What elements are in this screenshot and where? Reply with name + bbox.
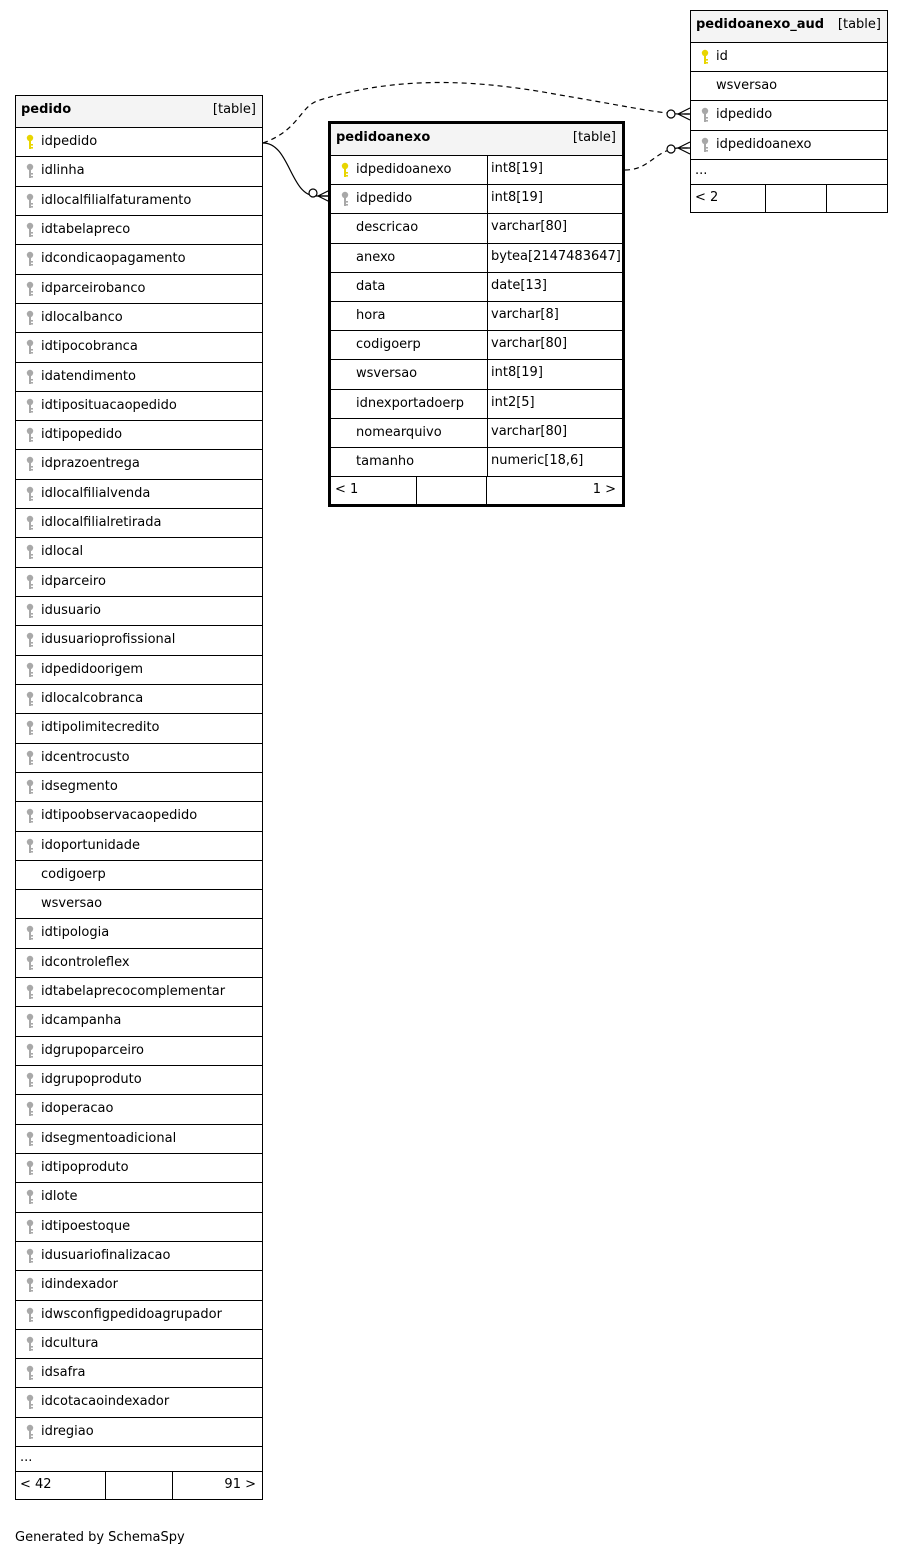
column-row[interactable] [331, 360, 622, 389]
no-key-spacer [25, 867, 35, 883]
column-row[interactable] [16, 1359, 262, 1388]
footer-mid-cell [106, 1472, 173, 1499]
primary-key-icon [25, 134, 35, 150]
column-row[interactable] [16, 480, 262, 509]
generated-by-label: Generated by SchemaSpy [15, 1530, 185, 1545]
foreign-key-icon [25, 222, 35, 238]
column-name: idlocal [41, 544, 84, 560]
foreign-key-icon [25, 1248, 35, 1264]
column-name: idusuariofinalizacao [41, 1247, 171, 1263]
foreign-key-icon [25, 369, 35, 385]
column-name: idusuarioprofissional [41, 632, 176, 648]
no-key-spacer [340, 279, 350, 295]
column-name: nomearquivo [356, 424, 442, 440]
column-name: idpedido [716, 107, 773, 123]
column-row[interactable] [331, 185, 622, 214]
table-footer [331, 477, 622, 504]
column-row[interactable] [16, 1037, 262, 1066]
column-name: idpedido [41, 134, 98, 149]
column-name: idindexador [41, 1277, 118, 1293]
column-row[interactable] [16, 626, 262, 655]
column-name: id [716, 49, 728, 64]
foreign-key-icon [25, 281, 35, 297]
column-name: idparceirobanco [41, 280, 146, 296]
footer-right-cell: 91 > [224, 1477, 256, 1493]
column-name: idpedidoanexo [356, 162, 452, 177]
foreign-key-icon [25, 1072, 35, 1088]
column-row[interactable] [16, 1418, 262, 1447]
column-row[interactable] [16, 568, 262, 597]
column-row[interactable] [16, 1125, 262, 1154]
column-name: idnexportadoerp [356, 395, 464, 411]
footer-mid-cell [417, 477, 487, 504]
column-row[interactable] [331, 156, 622, 185]
edge-pedido-pedidoanexo [263, 143, 330, 196]
column-row[interactable] [16, 157, 262, 186]
foreign-key-icon [25, 984, 35, 1000]
column-name: idpedidoanexo [716, 136, 812, 152]
column-row[interactable] [16, 1388, 262, 1417]
foreign-key-icon [25, 925, 35, 941]
column-name: idcentrocusto [41, 749, 130, 765]
table-pedidoanexo[interactable] [328, 121, 625, 507]
foreign-key-icon [25, 632, 35, 648]
foreign-key-icon [25, 1013, 35, 1029]
primary-key-icon [340, 162, 350, 178]
column-row[interactable] [16, 333, 262, 362]
column-row[interactable] [16, 714, 262, 743]
footer-right-cell [827, 185, 887, 212]
no-key-spacer [340, 366, 350, 382]
edge-anexo-aud [625, 148, 690, 170]
foreign-key-icon [25, 1336, 35, 1352]
table-type: [table] [212, 102, 256, 117]
foreign-key-icon [25, 251, 35, 267]
foreign-key-icon [25, 1424, 35, 1440]
table-type: [table] [572, 130, 616, 145]
no-key-spacer [340, 337, 350, 353]
column-row[interactable] [691, 131, 887, 160]
column-row[interactable] [16, 773, 262, 802]
edge-zero-marker [309, 189, 317, 197]
foreign-key-icon [25, 603, 35, 619]
foreign-key-icon [25, 544, 35, 560]
column-name: idpedido [356, 191, 413, 207]
footer-left-cell: < 2 [691, 185, 766, 212]
column-type: int8[19] [487, 360, 623, 388]
column-name: idgrupoparceiro [41, 1042, 144, 1058]
column-name: hora [356, 307, 386, 323]
column-row[interactable] [16, 1095, 262, 1124]
table-header [691, 11, 887, 43]
column-name: data [356, 278, 386, 294]
foreign-key-icon [700, 137, 710, 153]
column-name: idtabelaprecocomplementar [41, 984, 226, 1000]
foreign-key-icon [25, 486, 35, 502]
foreign-key-icon [25, 515, 35, 531]
column-name: idtipolimitecredito [41, 720, 160, 736]
column-type: date[13] [487, 273, 623, 301]
foreign-key-icon [700, 107, 710, 123]
column-name: descricao [356, 220, 419, 236]
column-row[interactable] [16, 509, 262, 538]
column-name: codigoerp [41, 866, 106, 882]
column-row[interactable] [16, 1242, 262, 1271]
column-type: varchar[8] [487, 302, 623, 330]
column-row[interactable] [16, 919, 262, 948]
column-name: idregiao [41, 1423, 94, 1439]
column-row[interactable] [16, 890, 262, 919]
column-name: idlote [41, 1189, 78, 1205]
foreign-key-icon [25, 1043, 35, 1059]
column-row[interactable] [331, 214, 622, 243]
column-row[interactable] [331, 273, 622, 302]
foreign-key-icon [25, 1219, 35, 1235]
column-row[interactable] [331, 448, 622, 477]
foreign-key-icon [340, 191, 350, 207]
column-name: tamanho [356, 453, 415, 469]
table-header [331, 124, 622, 156]
foreign-key-icon [25, 339, 35, 355]
column-type: int8[19] [487, 156, 623, 184]
table-name: pedido [21, 102, 72, 117]
column-row[interactable] [16, 128, 262, 157]
column-row[interactable] [16, 861, 262, 890]
column-name: wsversao [716, 78, 778, 94]
no-key-spacer [340, 250, 350, 266]
column-row[interactable] [16, 538, 262, 567]
column-name: idlocalcobranca [41, 690, 144, 706]
column-row[interactable] [16, 656, 262, 685]
column-name: wsversao [41, 896, 103, 912]
foreign-key-icon [25, 1101, 35, 1117]
column-name: idlocalbanco [41, 309, 123, 325]
column-row[interactable] [16, 1213, 262, 1242]
foreign-key-icon [25, 398, 35, 414]
column-name: idwsconfigpedidoagrupador [41, 1306, 222, 1322]
column-name: idsegmentoadicional [41, 1130, 177, 1146]
column-row[interactable] [16, 597, 262, 626]
foreign-key-icon [25, 808, 35, 824]
column-row[interactable] [16, 1154, 262, 1183]
column-row[interactable] [16, 949, 262, 978]
column-row[interactable] [331, 419, 622, 448]
column-type: numeric[18,6] [487, 448, 623, 476]
footer-left-cell: < 42 [16, 1472, 106, 1499]
column-name: idtipoobservacaopedido [41, 808, 198, 824]
column-row[interactable] [16, 304, 262, 333]
column-type: varchar[80] [487, 331, 623, 359]
column-name: idcontroleflex [41, 954, 130, 970]
more-columns: ... [16, 1447, 262, 1472]
column-name: idcotacaoindexador [41, 1394, 170, 1410]
column-row[interactable] [16, 744, 262, 773]
foreign-key-icon [25, 750, 35, 766]
column-name: idpedidoorigem [41, 661, 144, 677]
column-row[interactable] [331, 390, 622, 419]
column-type: int8[19] [487, 185, 623, 213]
column-name: idparceiro [41, 573, 106, 589]
column-type: varchar[80] [487, 214, 623, 242]
table-pedidoanexo-aud[interactable] [690, 10, 888, 213]
no-key-spacer [340, 220, 350, 236]
edge-crowfoot [678, 142, 690, 154]
column-row[interactable] [16, 1271, 262, 1300]
column-name: idtabelapreco [41, 221, 131, 237]
table-name: pedidoanexo [336, 130, 431, 145]
column-row[interactable] [16, 685, 262, 714]
column-row[interactable] [16, 1183, 262, 1212]
no-key-spacer [340, 425, 350, 441]
column-name: idtipocobranca [41, 339, 138, 355]
table-pedido[interactable] [15, 95, 263, 1500]
foreign-key-icon [25, 779, 35, 795]
foreign-key-icon [25, 955, 35, 971]
column-row[interactable] [691, 43, 887, 72]
column-name: idoperacao [41, 1101, 114, 1117]
column-name: idlinha [41, 163, 85, 179]
column-name: idatendimento [41, 368, 136, 384]
footer-right-cell: 1 > [592, 482, 616, 498]
column-row[interactable] [331, 331, 622, 360]
column-name: idsafra [41, 1365, 86, 1381]
column-name: idprazoentrega [41, 456, 140, 472]
table-header [16, 96, 262, 128]
column-row[interactable] [16, 275, 262, 304]
column-list [16, 128, 262, 1447]
column-row[interactable] [691, 72, 887, 101]
column-name: idtipopedido [41, 427, 123, 443]
foreign-key-icon [25, 1189, 35, 1205]
column-name: idcondicaopagamento [41, 251, 186, 267]
column-row[interactable] [331, 244, 622, 273]
footer-mid-cell [766, 185, 827, 212]
foreign-key-icon [25, 838, 35, 854]
foreign-key-icon [25, 1131, 35, 1147]
table-footer [691, 185, 887, 212]
column-name: idlocalfilialfaturamento [41, 192, 192, 208]
column-name: idlocalfilialretirada [41, 515, 162, 531]
foreign-key-icon [25, 310, 35, 326]
column-row[interactable] [16, 363, 262, 392]
column-row[interactable] [16, 187, 262, 216]
column-name: idtipoestoque [41, 1218, 131, 1234]
column-type: bytea[2147483647] [487, 244, 623, 272]
column-list [691, 43, 887, 160]
foreign-key-icon [25, 1307, 35, 1323]
column-row[interactable] [331, 302, 622, 331]
column-row[interactable] [16, 978, 262, 1007]
no-key-spacer [25, 896, 35, 912]
column-name: idlocalfilialvenda [41, 485, 151, 501]
edge-crowfoot [678, 108, 690, 120]
foreign-key-icon [25, 193, 35, 209]
no-key-spacer [340, 308, 350, 324]
column-type: int2[5] [487, 390, 623, 418]
column-name: codigoerp [356, 337, 421, 353]
column-row[interactable] [16, 216, 262, 245]
foreign-key-icon [25, 691, 35, 707]
column-row[interactable] [691, 101, 887, 130]
primary-key-icon [700, 49, 710, 65]
column-row[interactable] [16, 1007, 262, 1036]
column-name: idtipoproduto [41, 1159, 129, 1175]
table-type: [table] [837, 17, 881, 32]
column-name: idusuario [41, 603, 101, 618]
foreign-key-icon [25, 720, 35, 736]
column-type: varchar[80] [487, 419, 623, 447]
column-name: idgrupoproduto [41, 1072, 142, 1087]
table-footer [16, 1472, 262, 1499]
foreign-key-icon [25, 1160, 35, 1176]
column-row[interactable] [16, 1301, 262, 1330]
column-row[interactable] [16, 421, 262, 450]
foreign-key-icon [25, 574, 35, 590]
column-row[interactable] [16, 245, 262, 274]
no-key-spacer [700, 78, 710, 94]
foreign-key-icon [25, 456, 35, 472]
column-row[interactable] [16, 450, 262, 479]
column-name: idoportunidade [41, 837, 141, 853]
foreign-key-icon [25, 427, 35, 443]
foreign-key-icon [25, 1394, 35, 1410]
column-row[interactable] [16, 1066, 262, 1095]
no-key-spacer [340, 454, 350, 470]
column-name: anexo [356, 249, 396, 265]
column-list [331, 156, 622, 477]
foreign-key-icon [25, 1365, 35, 1381]
no-key-spacer [340, 396, 350, 412]
column-row[interactable] [16, 1330, 262, 1359]
column-name: idcultura [41, 1335, 99, 1351]
edge-zero-marker [667, 110, 675, 118]
edge-zero-marker [667, 145, 675, 153]
column-row[interactable] [16, 832, 262, 861]
table-name: pedidoanexo_aud [696, 17, 825, 32]
column-row[interactable] [16, 802, 262, 831]
foreign-key-icon [25, 1277, 35, 1293]
column-name: idtipologia [41, 925, 110, 941]
column-row[interactable] [16, 392, 262, 421]
footer-left-cell: < 1 [331, 477, 417, 504]
column-name: idsegmento [41, 778, 118, 794]
column-name: idtiposituacaopedido [41, 397, 177, 413]
foreign-key-icon [25, 662, 35, 678]
more-columns: ... [691, 160, 887, 185]
foreign-key-icon [25, 163, 35, 179]
column-name: wsversao [356, 366, 418, 382]
column-name: idcampanha [41, 1013, 122, 1029]
